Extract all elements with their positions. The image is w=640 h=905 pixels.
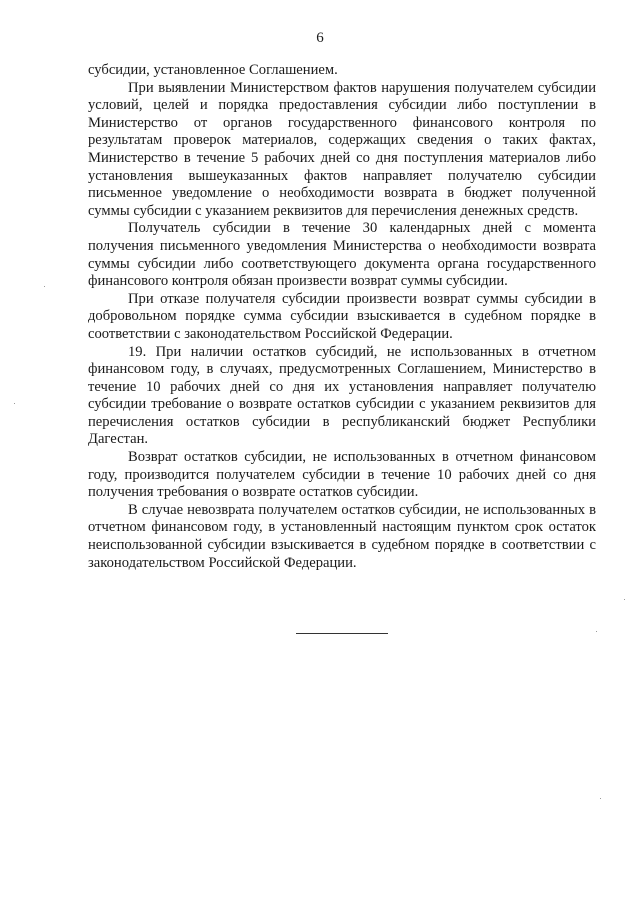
scan-speck (14, 403, 15, 404)
end-of-text-rule (296, 633, 388, 634)
paragraph-remainder-refund: Возврат остатков субсидии, не использованных в отчетном финансовом году, производится получателем субсидии в течение 10 рабочих дней со дня получения требования о возврате остатков субсидии. (88, 449, 596, 501)
paragraph-item-19: 19. При наличии остатков субсидий, не использованных в отчетном финансовом году, в случаях, предусмотренных Соглашением, Министерство в течение 10 рабочих дней со дня их установления направляет получателю субсидии требование о возврате остатков субсидии с указанием реквизитов для перечисления остатков субсидии в республиканский бюджет Республики Дагестан. (88, 343, 596, 448)
paragraph-non-return: В случае невозврата получателем остатков субсидии, не использованных в отчетном финансовом году, в установленный настоящим пунктом срок остаток неиспользованной субсидии взыскивается в судебном порядке в соответствии с законодательством Российской Федерации. (88, 501, 596, 571)
paragraph-court-recovery: При отказе получателя субсидии произвести возврат суммы субсидии в добровольном порядке сумма субсидии взыскивается в судебном порядке в соответствии с законодательством Российской Федерации. (88, 290, 596, 342)
paragraph-continuation: субсидии, установленное Соглашением. (88, 62, 338, 78)
paragraph-violation-notice: При выявлении Министерством фактов нарушения получателем субсидии условий, целей и порядка предоставления субсидии либо поступлении в Министерство от органов государственного финансового контроля по результатам проверок материалов, содержащих сведения о таких фактах, Министерство в течение 5 рабочих дней со дня поступления материалов либо установления вышеуказанных фактов направляет получателю субсидии письменное уведомление о необходимости возврата в бюджет полученной суммы субсидии с указанием реквизитов для перечисления денежных средств. (88, 79, 596, 219)
page-number: 6 (316, 30, 324, 46)
paragraph-refund-deadline: Получатель субсидии в течение 30 календарных дней с момента получения письменного уведомления Министерства о необходимости возврата суммы субсидии либо соответствующего документа органа государственного финансового контроля обязан произвести возврат суммы субсидии. (88, 220, 596, 290)
scan-speck (624, 599, 625, 600)
document-body (88, 62, 596, 572)
scan-speck (596, 631, 597, 632)
scan-speck (44, 286, 45, 287)
scan-speck (600, 798, 601, 799)
